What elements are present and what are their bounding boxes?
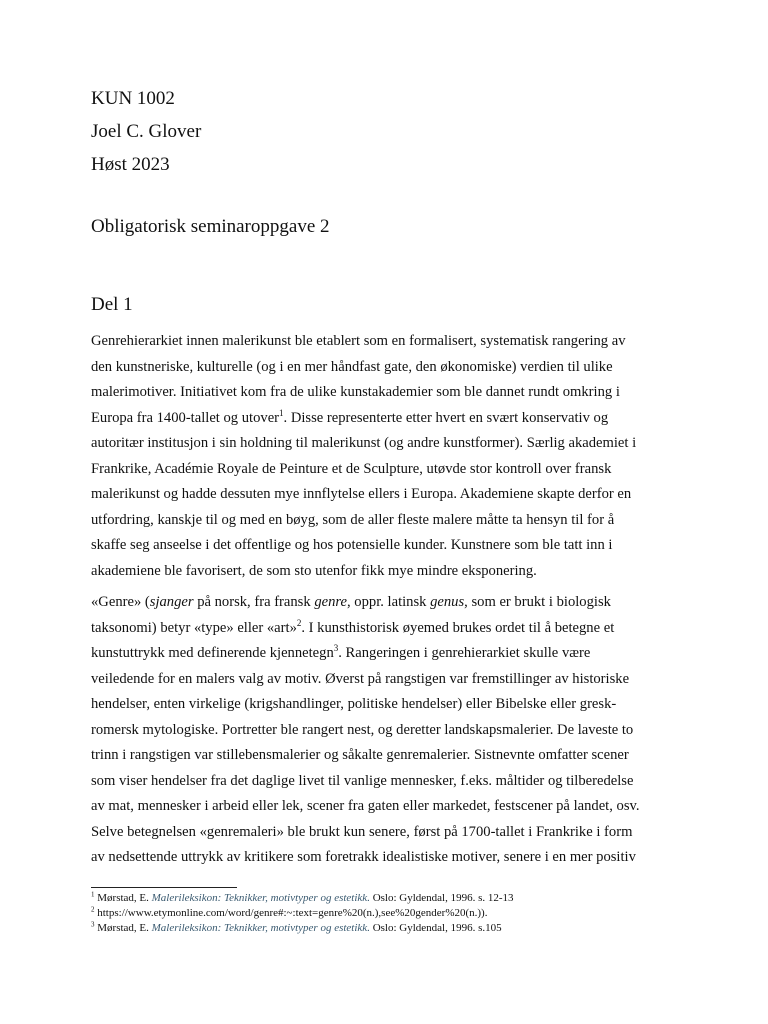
text-line: veiledende for en malers valg av motiv. Øverst på rangstigen var fremstillinger av historiske — [91, 670, 630, 687]
text-line: Genrehierarkiet innen malerikunst ble etablert som en formalisert, systematisk rangering av — [91, 333, 626, 349]
footnote-link[interactable]: https://www.etymonline.com/word/genre#:~:text=genre%20(n.),see%20gender%20(n.)). — [94, 907, 488, 919]
term: Høst 2023 — [91, 154, 170, 175]
footnote-separator — [91, 887, 237, 888]
footnote-ref-2[interactable]: 2 — [296, 617, 302, 628]
document-title: Obligatorisk seminaroppgave 2 — [91, 216, 330, 237]
text-line: Selve betegnelsen «genremaleri» ble brukt kun senere, først på 1700-tallet i Frankrike i form — [91, 823, 633, 840]
footnote-ref-3[interactable]: 3 — [333, 643, 339, 654]
text-line: av mat, mennesker i arbeid eller lek, scener fra gaten eller markedet, festscener på landet, osv. — [91, 798, 640, 814]
paragraph-2 — [91, 590, 683, 871]
footnote-2: $^2$ https://www.etymonline.com/word/genre#:~:text=genre%20(n.),see%20gender%20(n.)). — [91, 905, 488, 919]
text-line: romersk mytologiske. Portretter ble rangert nest, og deretter landskapsmalerier. De laveste to — [91, 721, 634, 738]
footnote-3: $^3$ Mørstad, E. Malerileksikon: Teknikker, motivtyper og estetikk. Oslo: Gyldendal, 1996. s.105 — [91, 920, 502, 934]
text-line: som viser hendelser fra det daglige livet til vanlige mennesker, f.eks. måltider og tilberedelse — [91, 772, 634, 789]
text-line: trinn i rangstigen var stillebensmalerier og såkalte genremalerier. Sistnevnte omfatter scener — [91, 747, 629, 763]
text-line: Europa fra 1400-tallet og utover$^1$. Disse representerte etter hvert en svært konservativ og — [91, 407, 609, 426]
text-line: taksonomi) betyr «type» eller «art»$^2$. I kunsthistorisk øyemed brukes ordet til å betegne et — [91, 617, 615, 636]
text-line: malerimotiver. Initiativet kom fra de ulike kunstakademier som ble dannet rundt omkring i — [91, 384, 620, 400]
text-line: utfordring, kanskje til og med en bøyg, som de aller fleste malere måtte ta hensyn til for å — [91, 511, 615, 528]
text-line: malerikunst og hadde dessuten mye innflytelse ellers i Europa. Akademiene skapte derfor en — [91, 486, 632, 502]
text-line: den kunstneriske, kulturelle (og i en mer håndfast gate, den økonomiske) verdien til ulike — [91, 358, 613, 375]
paragraph-1 — [91, 329, 683, 584]
text-line: skaffe seg anseelse i det offentlige og hos potensielle kunder. Kunstnere som ble tatt inn i — [91, 537, 613, 553]
text-line: av nedsettende uttrykk av kritikere som foretrakk idealistiske motiver, senere i en mer positiv — [91, 849, 636, 865]
text-line: autoritær institusjon i sin holdning til malerikunst (og andre kunstformer). Særlig akademiet i — [91, 435, 637, 451]
course-code: KUN 1002 — [91, 88, 175, 109]
section-heading: Del 1 — [91, 294, 133, 315]
footnotes — [91, 891, 514, 936]
text-line: Frankrike, Académie Royale de Peinture et de Sculpture, utøvde stor kontroll over fransk — [91, 460, 612, 477]
text-line: kunstuttrykk med definerende kjennetegn$^3$. Rangeringen i genrehierarkiet skulle være — [91, 643, 591, 661]
text-line: akademiene ble favorisert, de som sto utenfor fikk mye mindre eksponering. — [91, 562, 537, 579]
footnote-ref-1[interactable]: 1 — [279, 407, 284, 418]
text-line: «Genre» (sjanger på norsk, fra fransk genre, oppr. latinsk genus, som er brukt i biologisk — [91, 594, 611, 610]
author-name: Joel C. Glover — [91, 121, 202, 142]
footnote-1: $^1$ Mørstad, E. Malerileksikon: Teknikker, motivtyper og estetikk. Oslo: Gyldendal, 1996. s. 12-13 — [91, 890, 514, 904]
text-line: hendelser, enten virkelige (krigshandlinger, politiske hendelser) eller Bibelske eller gresk- — [91, 696, 617, 712]
